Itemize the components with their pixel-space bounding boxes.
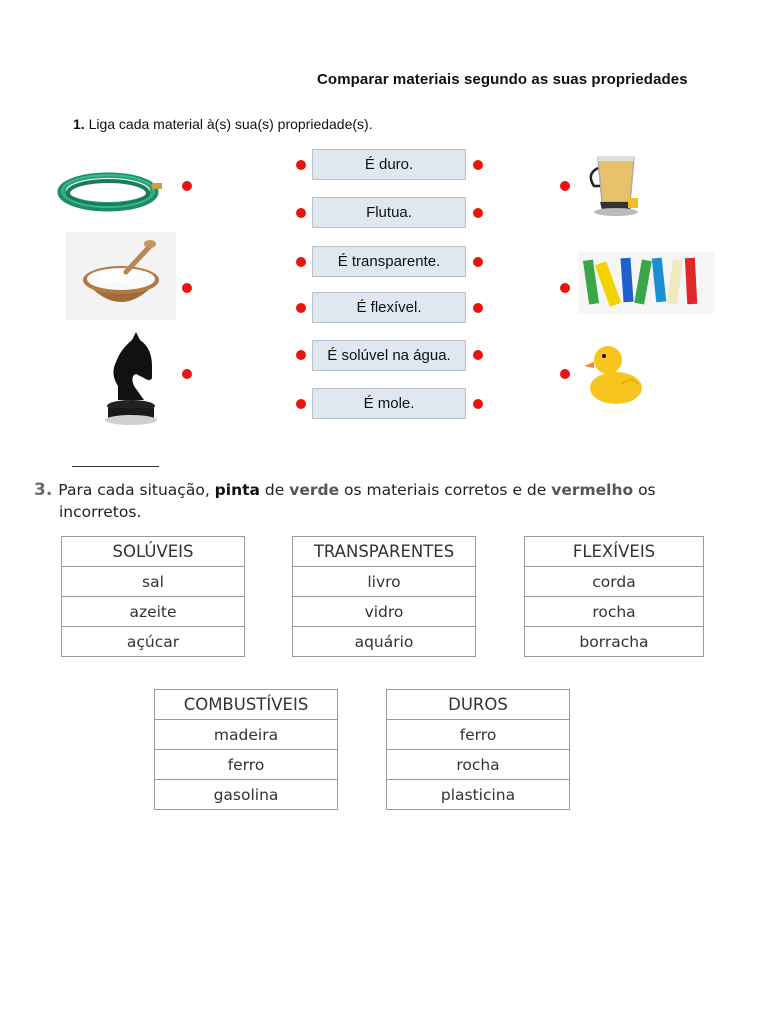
match-dot[interactable] [473,160,483,170]
question-3-text-red: vermelho [551,481,634,499]
match-dot[interactable] [182,181,192,191]
table-transparent [292,536,476,657]
table-cell[interactable]: corda [525,567,704,597]
question-3-text-green: verde [289,481,340,499]
match-dot[interactable] [473,350,483,360]
match-dot[interactable] [473,257,483,267]
rubber-duck-image [582,336,644,408]
match-dot[interactable] [296,399,306,409]
chess-knight-image [96,330,166,426]
table-cell[interactable]: gasolina [155,780,338,810]
table-cell[interactable]: sal [62,567,245,597]
table-cell[interactable]: açúcar [62,627,245,657]
plasticine-sticks-image [578,252,714,314]
question-3-number: 3. [34,480,53,500]
table-flexible [524,536,704,657]
table-cell[interactable]: rocha [387,750,570,780]
match-dot[interactable] [560,283,570,293]
table-cell[interactable]: madeira [155,720,338,750]
match-dot[interactable] [182,283,192,293]
table-cell[interactable]: borracha [525,627,704,657]
match-dot[interactable] [473,303,483,313]
table-combustible [154,689,338,810]
garden-hose-image [56,168,166,216]
table-cell[interactable]: vidro [293,597,476,627]
question-3-text: os materiais corretos e de [339,481,552,499]
question-3-line-2: incorretos. [59,503,142,521]
table-header: SOLÚVEIS [62,537,245,567]
property-soluble: É solúvel na água. [312,340,466,371]
match-dot[interactable] [473,399,483,409]
divider-line [72,466,159,467]
match-dot[interactable] [560,181,570,191]
property-hard: É duro. [312,149,466,180]
table-cell[interactable]: livro [293,567,476,597]
property-flexible: É flexível. [312,292,466,323]
property-floats: Flutua. [312,197,466,228]
match-dot[interactable] [296,303,306,313]
table-header: COMBUSTÍVEIS [155,690,338,720]
table-cell[interactable]: aquário [293,627,476,657]
bowl-of-salt-image [66,232,176,320]
match-dot[interactable] [296,257,306,267]
question-3-text: os [633,481,656,499]
question-1 [73,116,373,132]
table-header: DUROS [387,690,570,720]
table-header: TRANSPARENTES [293,537,476,567]
match-dot[interactable] [560,369,570,379]
cup-of-tea-image [584,150,644,218]
question-3 [34,479,714,523]
table-cell[interactable]: ferro [155,750,338,780]
page-title: Comparar materiais segundo as suas propriedades [317,71,688,88]
question-3-text-bold: pinta [214,481,260,499]
property-soft: É mole. [312,388,466,419]
question-3-text: Para cada situação, [58,481,215,499]
match-dot[interactable] [182,369,192,379]
table-hard [386,689,570,810]
table-cell[interactable]: azeite [62,597,245,627]
match-dot[interactable] [296,350,306,360]
table-header: FLEXÍVEIS [525,537,704,567]
table-cell[interactable]: plasticina [387,780,570,810]
question-1-text: Liga cada material à(s) sua(s) propriedade(s). [88,116,373,132]
question-3-text: de [259,481,290,499]
table-cell[interactable]: ferro [387,720,570,750]
property-transparent: É transparente. [312,246,466,277]
table-cell[interactable]: rocha [525,597,704,627]
match-dot[interactable] [296,160,306,170]
match-dot[interactable] [473,208,483,218]
question-1-number: 1. [73,116,85,132]
table-soluble [61,536,245,657]
match-dot[interactable] [296,208,306,218]
